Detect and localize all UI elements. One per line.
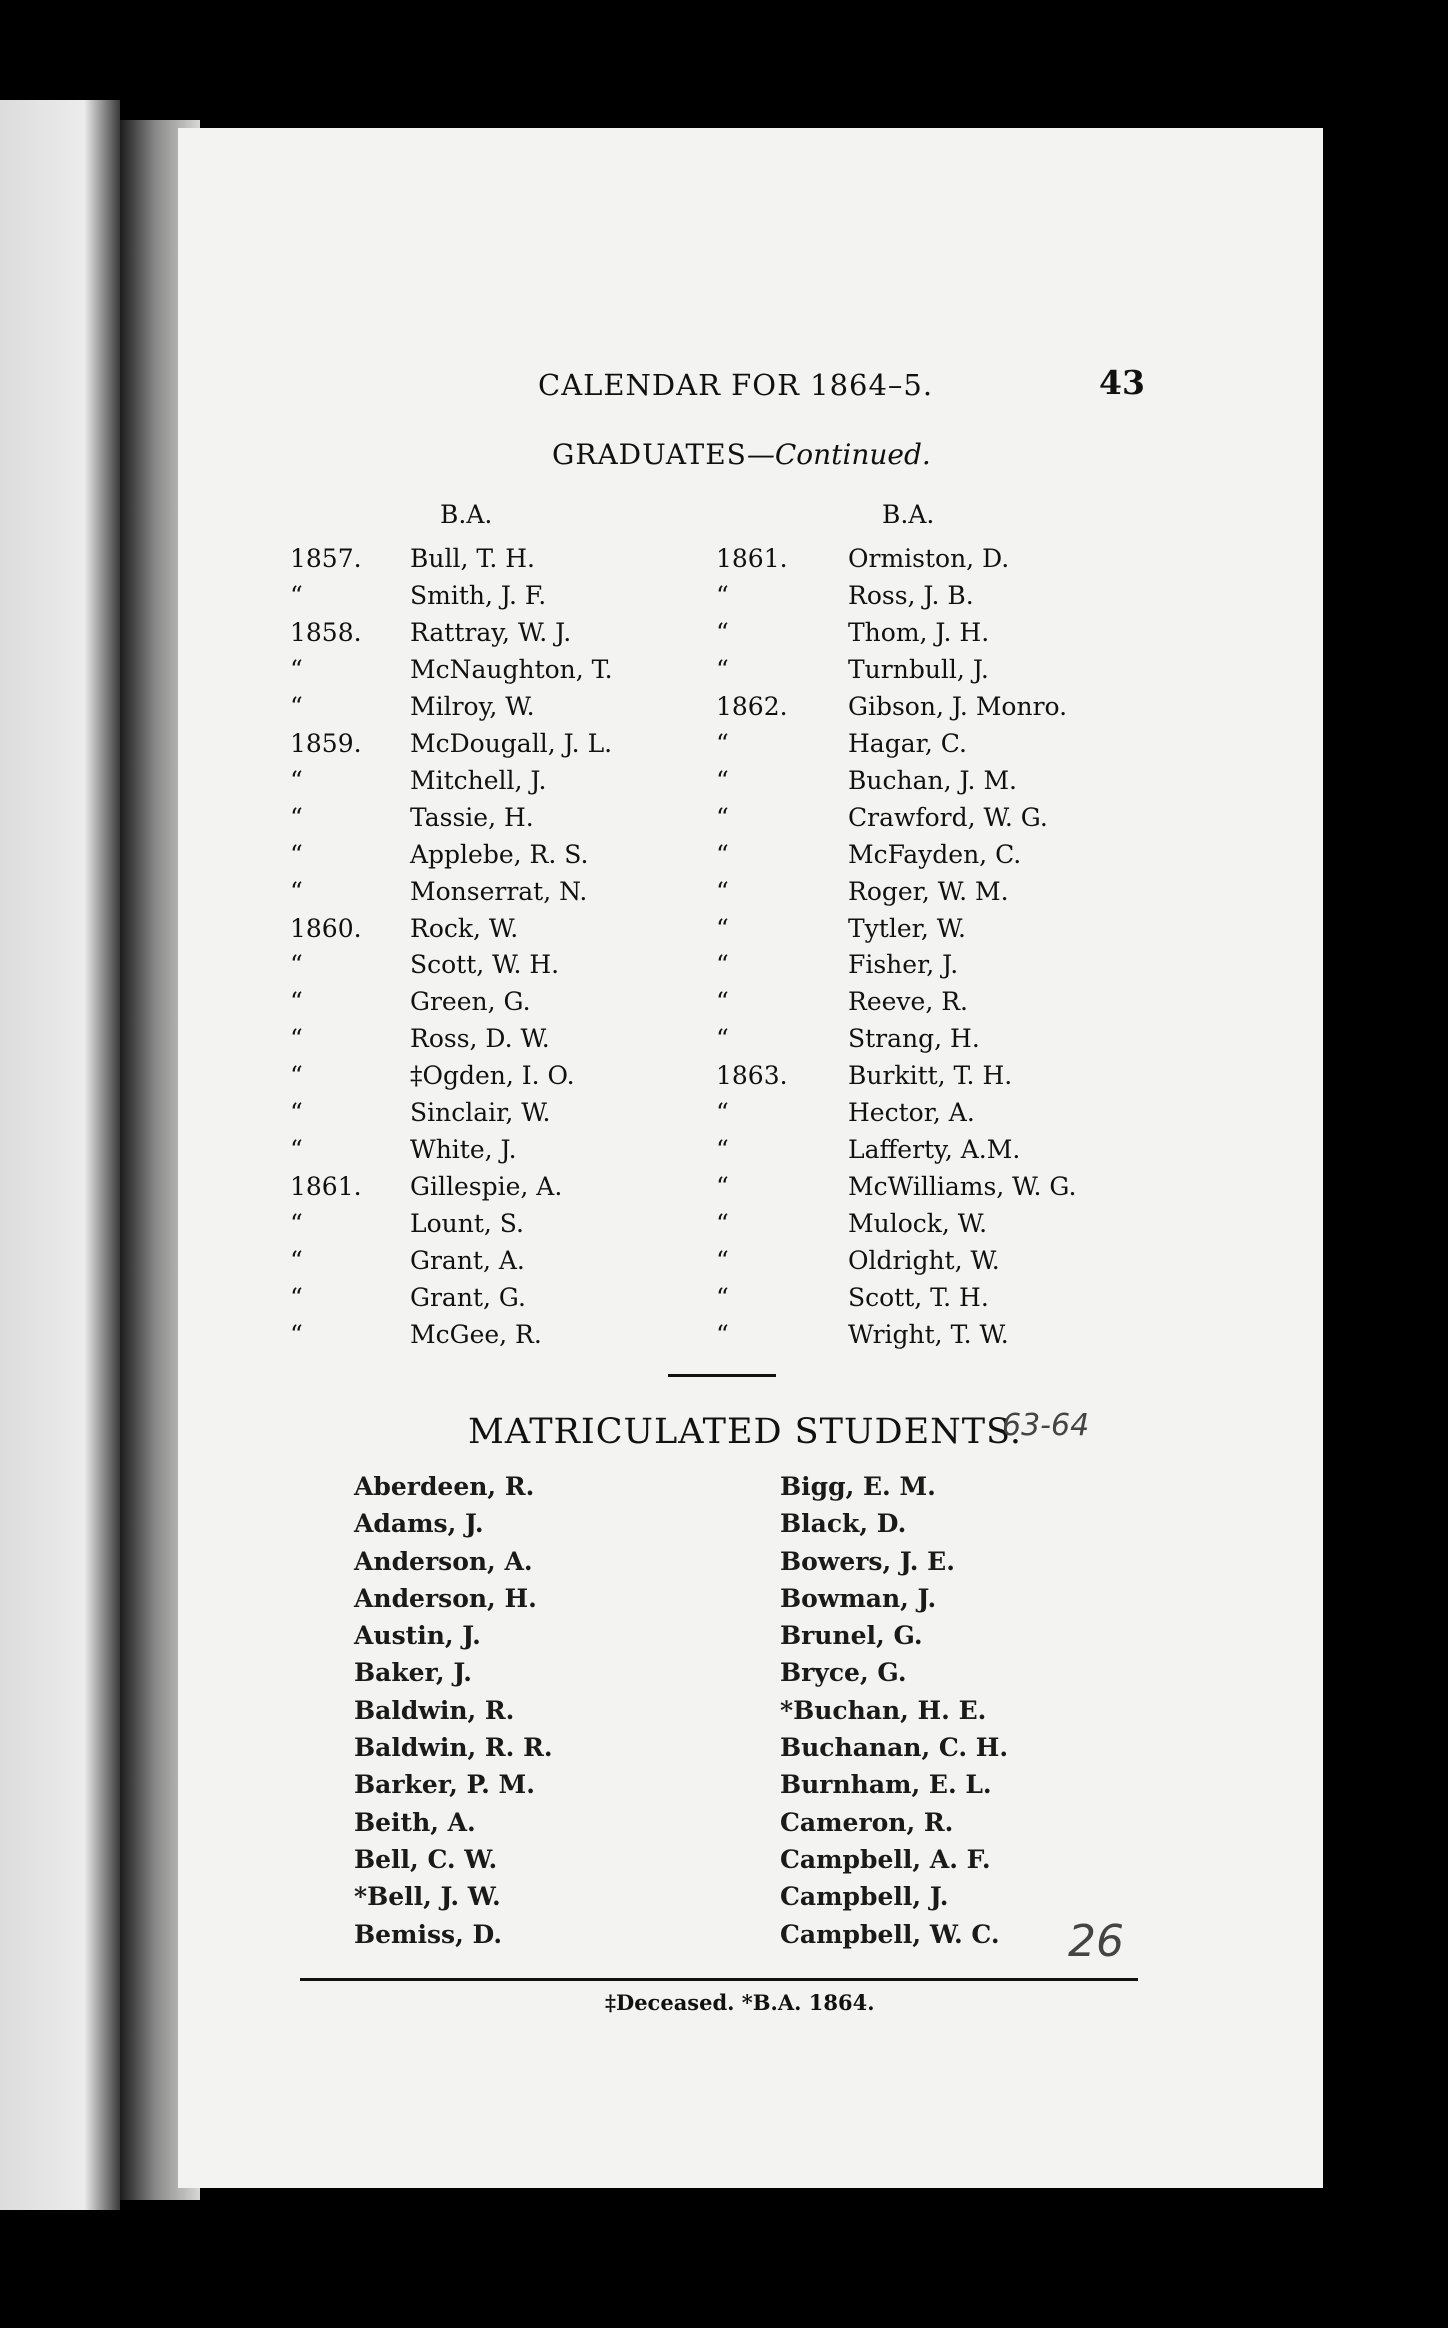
graduate-year: “ bbox=[290, 802, 303, 832]
matriculated-right-list bbox=[780, 1468, 1008, 1953]
graduate-year: “ bbox=[290, 691, 303, 721]
graduate-name: Hector, A. bbox=[848, 1098, 975, 1128]
graduate-year: 1858. bbox=[290, 617, 362, 647]
graduate-year: “ bbox=[290, 765, 303, 795]
graduate-year: 1863. bbox=[716, 1061, 788, 1091]
matriculated-student: Campbell, J. bbox=[780, 1882, 949, 1912]
graduate-name: Green, G. bbox=[410, 987, 531, 1017]
graduate-year: “ bbox=[716, 580, 729, 610]
matriculated-student: Anderson, H. bbox=[354, 1583, 537, 1613]
graduate-name: Applebe, R. S. bbox=[410, 839, 589, 869]
graduate-year: “ bbox=[716, 987, 729, 1017]
graduate-year: “ bbox=[716, 876, 729, 906]
graduate-name: Scott, W. H. bbox=[410, 950, 560, 980]
graduate-year: “ bbox=[716, 728, 729, 758]
graduate-name: Grant, A. bbox=[410, 1246, 525, 1276]
graduate-year: “ bbox=[290, 1061, 303, 1091]
matriculated-student: *Buchan, H. E. bbox=[780, 1695, 987, 1725]
graduate-name: White, J. bbox=[410, 1135, 517, 1165]
matriculated-student: Bryce, G. bbox=[780, 1658, 907, 1688]
graduate-year: “ bbox=[290, 1246, 303, 1276]
graduate-name: Strang, H. bbox=[848, 1024, 980, 1054]
graduate-year: “ bbox=[290, 1283, 303, 1312]
graduate-year: “ bbox=[716, 1209, 729, 1239]
graduate-name: Mulock, W. bbox=[848, 1209, 988, 1239]
page bbox=[178, 128, 1323, 2188]
graduate-name: McWilliams, W. G. bbox=[848, 1172, 1077, 1202]
graduate-name: McGee, R. bbox=[410, 1319, 542, 1349]
footnote-rule bbox=[300, 1978, 1138, 1981]
graduate-name: Rattray, W. J. bbox=[410, 617, 572, 647]
graduate-year: “ bbox=[716, 913, 729, 943]
graduate-name: Wright, T. W. bbox=[848, 1319, 1009, 1349]
matriculated-student: Campbell, A. F. bbox=[780, 1844, 991, 1874]
graduate-name: McDougall, J. L. bbox=[410, 728, 613, 758]
graduate-name: Grant, G. bbox=[410, 1283, 526, 1312]
matriculated-student: Adams, J. bbox=[354, 1509, 484, 1539]
graduate-name: Smith, J. F. bbox=[410, 580, 547, 610]
graduate-year: “ bbox=[290, 876, 303, 906]
graduates-title-suffix: —Continued. bbox=[746, 438, 931, 471]
matriculated-student: Bowers, J. E. bbox=[780, 1546, 955, 1576]
graduate-name: Buchan, J. M. bbox=[848, 765, 1017, 795]
graduate-year: “ bbox=[716, 802, 729, 832]
graduate-name: Ross, D. W. bbox=[410, 1024, 550, 1054]
graduate-name: Tassie, H. bbox=[410, 802, 534, 832]
left-degree-heading: B.A. bbox=[440, 500, 493, 529]
graduate-year: “ bbox=[716, 1246, 729, 1276]
matriculated-student: Bemiss, D. bbox=[354, 1919, 503, 1949]
graduate-name: Lount, S. bbox=[410, 1209, 524, 1239]
graduate-year: “ bbox=[716, 1283, 729, 1312]
graduate-year: “ bbox=[716, 1098, 729, 1128]
matriculated-student: Beith, A. bbox=[354, 1807, 476, 1837]
graduate-year: “ bbox=[716, 1319, 729, 1349]
handwritten-count-note: 26 bbox=[1068, 1916, 1124, 1967]
graduate-name: Crawford, W. G. bbox=[848, 802, 1048, 832]
graduate-name: Ross, J. B. bbox=[848, 580, 974, 610]
graduate-name: Bull, T. H. bbox=[410, 544, 535, 573]
section-divider bbox=[668, 1374, 776, 1377]
graduate-name: Thom, J. H. bbox=[848, 617, 990, 647]
right-degree-heading: B.A. bbox=[882, 500, 935, 529]
footnote: ‡Deceased. *B.A. 1864. bbox=[605, 1990, 875, 2015]
graduate-name: Rock, W. bbox=[410, 913, 519, 943]
graduate-year: 1862. bbox=[716, 691, 788, 721]
matriculated-student: Bigg, E. M. bbox=[780, 1472, 936, 1501]
matriculated-student: Bowman, J. bbox=[780, 1583, 937, 1613]
graduate-name: Hagar, C. bbox=[848, 728, 967, 758]
graduate-name: Mitchell, J. bbox=[410, 765, 547, 795]
graduate-year: “ bbox=[290, 1135, 303, 1165]
matriculated-heading: MATRICULATED STUDENTS. bbox=[468, 1412, 1022, 1452]
matriculated-student: Anderson, A. bbox=[354, 1546, 533, 1576]
graduate-year: “ bbox=[290, 1209, 303, 1239]
graduate-name: Tytler, W. bbox=[848, 913, 967, 943]
graduate-name: Ormiston, D. bbox=[848, 544, 1010, 573]
matriculated-student: Buchanan, C. H. bbox=[780, 1733, 1009, 1763]
graduate-name: Fisher, J. bbox=[848, 950, 959, 980]
graduate-name: Lafferty, A.M. bbox=[848, 1135, 1021, 1165]
matriculated-left-list bbox=[354, 1468, 553, 1953]
matriculated-student: Austin, J. bbox=[354, 1621, 481, 1651]
matriculated-student: Baldwin, R. bbox=[354, 1695, 515, 1725]
graduate-name: Oldright, W. bbox=[848, 1246, 1000, 1276]
graduate-year: “ bbox=[716, 765, 729, 795]
graduate-name: Milroy, W. bbox=[410, 691, 535, 721]
graduate-year: “ bbox=[290, 1024, 303, 1054]
graduate-year: “ bbox=[290, 580, 303, 610]
graduate-name: Sinclair, W. bbox=[410, 1098, 551, 1128]
graduate-year: “ bbox=[290, 654, 303, 684]
graduate-year: 1861. bbox=[716, 544, 788, 573]
graduate-name: McNaughton, T. bbox=[410, 654, 613, 684]
graduates-title: GRADUATES bbox=[552, 438, 747, 471]
graduate-year: 1857. bbox=[290, 544, 362, 573]
matriculated-student: Campbell, W. C. bbox=[780, 1919, 1000, 1949]
graduate-name: ‡Ogden, I. O. bbox=[410, 1061, 575, 1091]
matriculated-student: Aberdeen, R. bbox=[354, 1472, 535, 1501]
matriculated-student: Bell, C. W. bbox=[354, 1844, 498, 1874]
handwritten-range-note: 63-64 bbox=[1002, 1408, 1090, 1443]
graduate-name: Gillespie, A. bbox=[410, 1172, 563, 1202]
graduate-name: McFayden, C. bbox=[848, 839, 1022, 869]
graduate-year: “ bbox=[290, 987, 303, 1017]
matriculated-student: Baker, J. bbox=[354, 1658, 472, 1688]
matriculated-student: Barker, P. M. bbox=[354, 1770, 535, 1800]
matriculated-student: Cameron, R. bbox=[780, 1807, 954, 1837]
graduate-year: “ bbox=[716, 950, 729, 980]
graduate-name: Monserrat, N. bbox=[410, 876, 588, 906]
page-number: 43 bbox=[1099, 363, 1145, 402]
matriculated-student: *Bell, J. W. bbox=[354, 1882, 501, 1912]
graduate-year: “ bbox=[716, 1172, 729, 1202]
graduate-name: Scott, T. H. bbox=[848, 1283, 989, 1312]
graduate-name: Gibson, J. Monro. bbox=[848, 691, 1068, 721]
graduate-name: Reeve, R. bbox=[848, 987, 968, 1017]
graduate-year: 1860. bbox=[290, 913, 362, 943]
graduate-year: 1859. bbox=[290, 728, 362, 758]
graduate-name: Roger, W. M. bbox=[848, 876, 1009, 906]
graduate-year: “ bbox=[716, 1024, 729, 1054]
graduate-year: 1861. bbox=[290, 1172, 362, 1202]
matriculated-student: Black, D. bbox=[780, 1509, 907, 1539]
matriculated-student: Baldwin, R. R. bbox=[354, 1733, 553, 1763]
graduate-year: “ bbox=[716, 839, 729, 869]
graduate-name: Turnbull, J. bbox=[848, 654, 989, 684]
graduate-year: “ bbox=[290, 1319, 303, 1349]
graduate-year: “ bbox=[290, 839, 303, 869]
graduate-year: “ bbox=[290, 1098, 303, 1128]
graduate-year: “ bbox=[716, 617, 729, 647]
matriculated-student: Burnham, E. L. bbox=[780, 1770, 992, 1800]
running-head: CALENDAR FOR 1864–5. bbox=[538, 368, 934, 402]
graduate-name: Burkitt, T. H. bbox=[848, 1061, 1013, 1091]
matriculated-student: Brunel, G. bbox=[780, 1621, 923, 1651]
facing-page-edge bbox=[0, 100, 120, 2210]
graduates-heading bbox=[552, 438, 931, 471]
graduate-year: “ bbox=[716, 654, 729, 684]
graduate-year: “ bbox=[290, 950, 303, 980]
graduate-year: “ bbox=[716, 1135, 729, 1165]
